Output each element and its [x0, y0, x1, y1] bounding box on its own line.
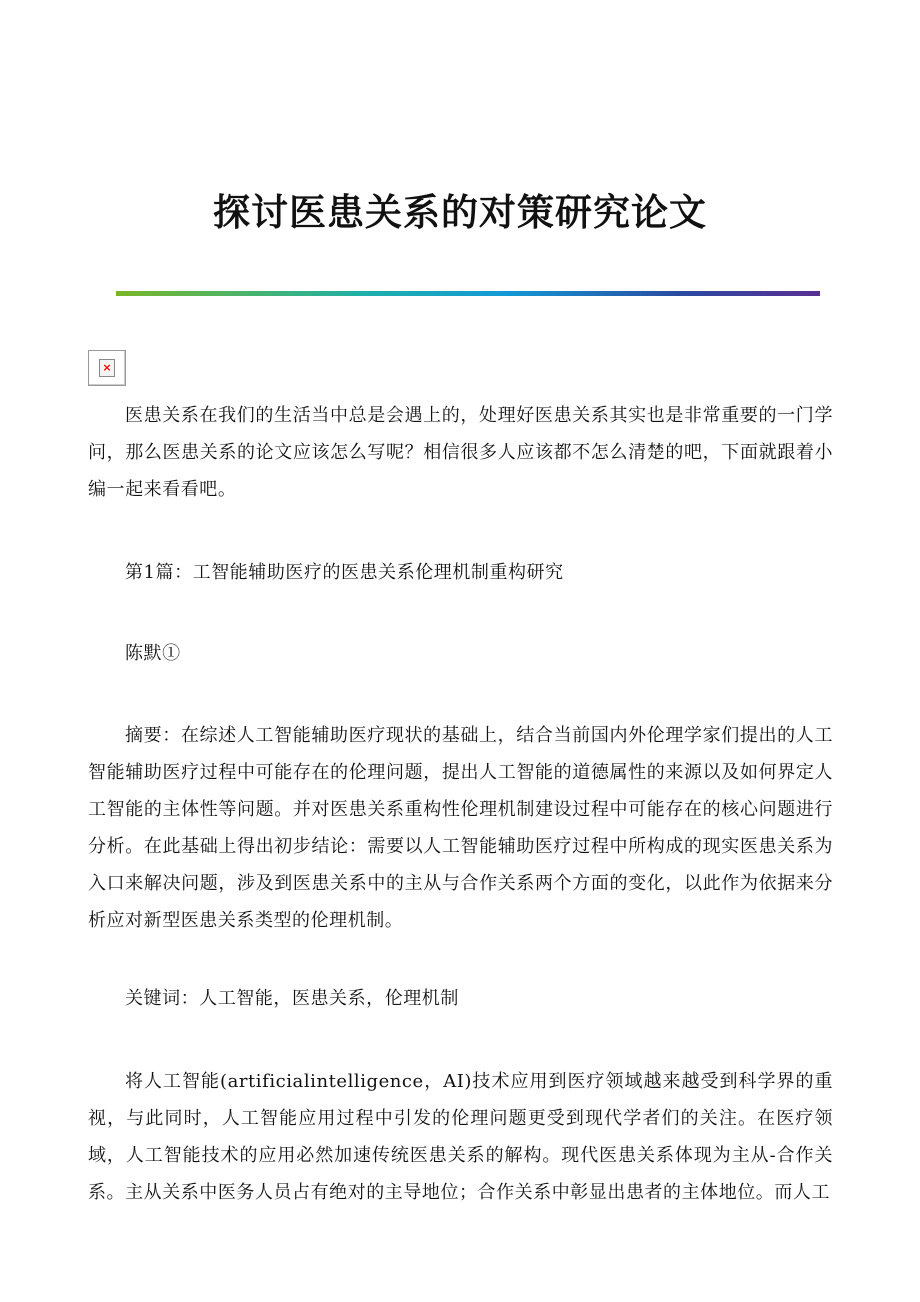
- gradient-divider: [116, 291, 820, 296]
- broken-image-icon: ×: [88, 350, 126, 386]
- body-paragraph: 将人工智能(artificialintelligence，AI)技术应用到医疗领域越来越受到科学界的重视，与此同时，人工智能应用过程中引发的伦理问题更受到现代学者们的关注。在医疗领域，人工智能技术的应用必然加速传统医患关系的解构。现代医患关系体现为主从-合作关系。主从关系中医务人员占有绝对的主导地位；合作关系中彰显出患者的主体地位。而人工: [88, 1071, 833, 1203]
- keywords: 关键词：人工智能，医患关系，伦理机制: [125, 988, 459, 1009]
- abstract-paragraph: 摘要：在综述人工智能辅助医疗现状的基础上，结合当前国内外伦理学家们提出的人工智能辅助医疗过程中可能存在的伦理问题，提出人工智能的道德属性的来源以及如何界定人工智能的主体性等问题。并对医患关系重构性伦理机制建设过程中可能存在的核心问题进行分析。在此基础上得出初步结论：需要以人工智能辅助医疗过程中所构成的现实医患关系为入口来解决问题，涉及到医患关系中的主从与合作关系两个方面的变化，以此作为依据来分析应对新型医患关系类型的伦理机制。: [88, 725, 833, 931]
- document-title: 探讨医患关系的对策研究论文: [213, 190, 707, 234]
- author: 陈默①: [125, 643, 181, 664]
- chapter-heading: 第1篇：工智能辅助医疗的医患关系伦理机制重构研究: [125, 562, 564, 583]
- intro-paragraph: 医患关系在我们的生活当中总是会遇上的，处理好医患关系其实也是非常重要的一门学问，那么医患关系的论文应该怎么写呢？相信很多人应该都不怎么清楚的吧，下面就跟着小编一起来看看吧。: [88, 405, 833, 500]
